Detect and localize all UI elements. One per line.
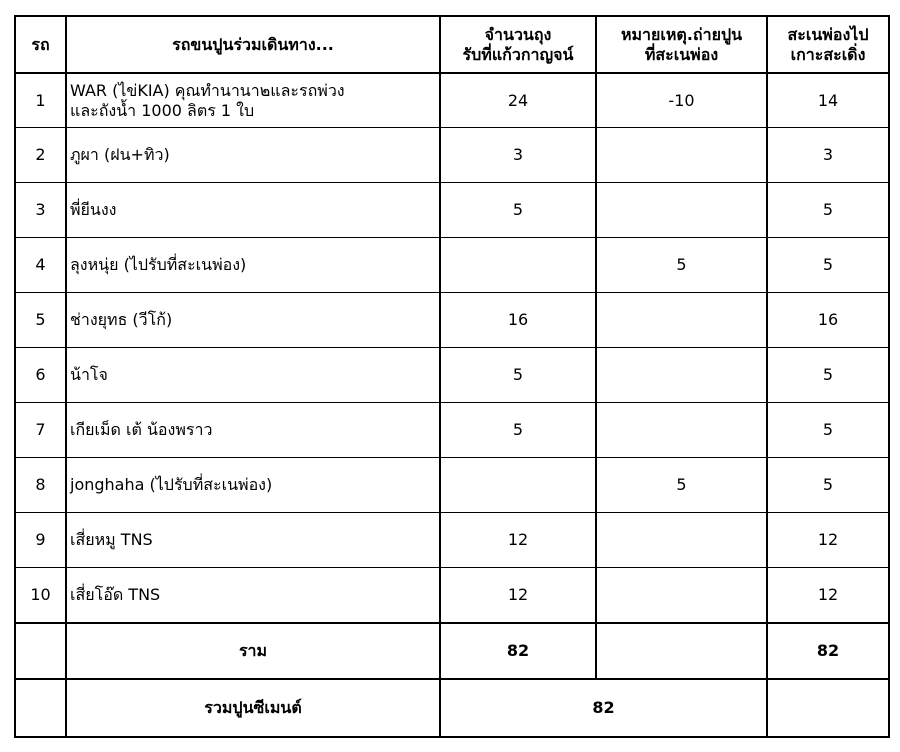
row-name: ช่างยุทธ (วีโก้)	[66, 293, 440, 348]
table-row	[15, 128, 889, 183]
row-note: -10	[596, 73, 767, 128]
row-no: 7	[15, 403, 66, 458]
row-sent: 12	[767, 568, 889, 624]
row-received: 5	[440, 183, 596, 238]
row-sent: 14	[767, 73, 889, 128]
row-name: พี่ยีนงง	[66, 183, 440, 238]
row-received: 24	[440, 73, 596, 128]
header-sent-line1: สะเนพ่องไป	[787, 24, 869, 44]
row-sent: 12	[767, 513, 889, 568]
row-no: 5	[15, 293, 66, 348]
row-name: เกียเม็ด เต้ น้องพราว	[66, 403, 440, 458]
row-no: 4	[15, 238, 66, 293]
row-sent: 5	[767, 458, 889, 513]
row-no: 6	[15, 348, 66, 403]
row-sent: 5	[767, 348, 889, 403]
table-row	[15, 183, 889, 238]
header-name: รถขนปูนร่วมเดินทาง...	[66, 16, 440, 73]
row-note	[596, 403, 767, 458]
row-name: jonghaha (ไปรับที่สะเนพ่อง)	[66, 458, 440, 513]
row-no: 1	[15, 73, 66, 128]
row-sent: 5	[767, 238, 889, 293]
table-row	[15, 458, 889, 513]
row-name: ภูผา (ฝน+ทิว)	[66, 128, 440, 183]
header-received-line1: จำนวนถุง	[484, 24, 552, 44]
row-received: 3	[440, 128, 596, 183]
row-received: 5	[440, 348, 596, 403]
total-no-cell	[15, 623, 66, 679]
header-no: รถ	[15, 16, 66, 73]
header-note	[596, 16, 767, 73]
header-received-line2: รับที่แก้วกาญจน์	[462, 44, 574, 64]
grand-total-sent-cell	[767, 679, 889, 737]
grand-total-no-cell	[15, 679, 66, 737]
grand-total-value: 82	[440, 679, 767, 737]
row-received: 5	[440, 403, 596, 458]
total-sent: 82	[767, 623, 889, 679]
row-note	[596, 293, 767, 348]
row-received	[440, 238, 596, 293]
header-received	[440, 16, 596, 73]
row-received	[440, 458, 596, 513]
total-label: ราม	[66, 623, 440, 679]
row-received: 12	[440, 513, 596, 568]
row-no: 2	[15, 128, 66, 183]
row-note	[596, 348, 767, 403]
row-name: เสี่ยหมู TNS	[66, 513, 440, 568]
table-row	[15, 238, 889, 293]
row-no: 10	[15, 568, 66, 624]
header-sent-line2: เกาะสะเดิ่ง	[790, 44, 866, 64]
row-no: 3	[15, 183, 66, 238]
row-name-line2: และถังน้ำ 1000 ลิตร 1 ใบ	[70, 100, 255, 120]
row-note	[596, 183, 767, 238]
header-note-line2: ที่สะเนพ่อง	[644, 44, 719, 64]
row-name: น้าโจ	[66, 348, 440, 403]
grand-total-row	[15, 679, 889, 737]
table-row	[15, 568, 889, 624]
table-row	[15, 403, 889, 458]
table-row	[15, 73, 889, 128]
table-row	[15, 348, 889, 403]
header-sent	[767, 16, 889, 73]
row-note	[596, 568, 767, 624]
row-note: 5	[596, 238, 767, 293]
row-note	[596, 513, 767, 568]
row-name-line1: WAR (ไข่KIA) คุณทำนานา๒และรถพ่วง	[70, 80, 345, 100]
grand-total-label: รวมปูนซีเมนต์	[66, 679, 440, 737]
row-sent: 5	[767, 183, 889, 238]
cement-delivery-table	[14, 15, 890, 738]
row-no: 9	[15, 513, 66, 568]
total-received: 82	[440, 623, 596, 679]
total-row	[15, 623, 889, 679]
row-note: 5	[596, 458, 767, 513]
row-received: 12	[440, 568, 596, 624]
header-note-line1: หมายเหตุ.ถ่ายปูน	[620, 24, 743, 44]
table-row	[15, 513, 889, 568]
row-no: 8	[15, 458, 66, 513]
row-sent: 3	[767, 128, 889, 183]
header-row	[15, 16, 889, 73]
row-sent: 5	[767, 403, 889, 458]
row-received: 16	[440, 293, 596, 348]
row-name: ลุงหนุ่ย (ไปรับที่สะเนพ่อง)	[66, 238, 440, 293]
row-note	[596, 128, 767, 183]
row-name	[66, 73, 440, 128]
table-row	[15, 293, 889, 348]
total-note-cell	[596, 623, 767, 679]
row-sent: 16	[767, 293, 889, 348]
row-name: เสี่ยโอ๊ด TNS	[66, 568, 440, 624]
